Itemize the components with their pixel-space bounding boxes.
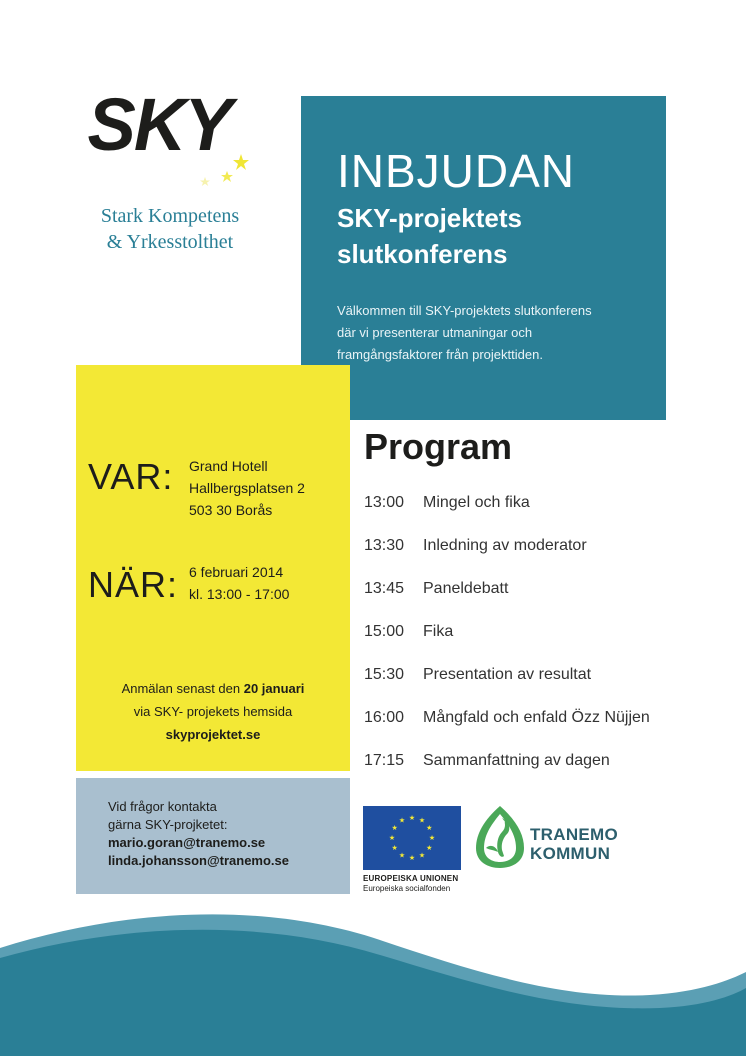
program-item [364, 532, 734, 575]
program-time: 13:30 [364, 537, 405, 554]
contact-line2: gärna SKY-projketet: [108, 817, 228, 832]
program-item [364, 489, 734, 532]
program-time: 15:00 [364, 623, 405, 640]
svg-text:★: ★ [391, 844, 398, 852]
program-time: 17:15 [364, 752, 405, 769]
logo-tagline [70, 203, 270, 255]
tagline-line2: & Yrkesstolthet [106, 231, 234, 253]
invitation-body-line1: Välkommen till SKY-projektets slutkonferens [337, 303, 592, 318]
signup-deadline: 20 januari [243, 681, 305, 696]
tranemo-name [530, 825, 618, 863]
event-info-box [76, 365, 350, 771]
signup-info [76, 677, 350, 746]
where-line1: Grand Hotell [189, 458, 268, 474]
svg-text:★: ★ [426, 824, 433, 832]
when-line2: kl. 13:00 - 17:00 [189, 586, 290, 602]
svg-text:★: ★ [426, 844, 433, 852]
tranemo-line2: KOMMUN [530, 844, 611, 863]
program-item [364, 618, 734, 661]
program-title: Program [364, 426, 513, 467]
tranemo-crane-icon [472, 804, 528, 870]
svg-text:★: ★ [398, 816, 406, 825]
eu-logo [363, 806, 461, 892]
eu-name: EUROPEISKA UNIONEN [363, 874, 459, 883]
contact-email1[interactable]: mario.goran@tranemo.se [108, 835, 266, 850]
invitation-subtitle-line1: SKY-projektets [337, 203, 522, 233]
program-item [364, 661, 734, 704]
signup-line2: via SKY- projekets hemsida [133, 704, 293, 719]
program-time: 13:00 [364, 494, 405, 511]
program-activity: Paneldebatt [423, 580, 509, 597]
eu-flag-icon [363, 806, 461, 870]
program-item [364, 575, 734, 618]
program-activity: Mångfald och enfald Özz Nüjjen [423, 709, 650, 726]
sky-logo: SKY [87, 83, 231, 166]
contact-info [108, 798, 289, 870]
svg-text:★: ★ [408, 854, 416, 862]
signup-website-link[interactable]: skyprojektet.se [165, 727, 261, 742]
when-line1: 6 februari 2014 [189, 564, 284, 580]
program-activity: Mingel och fika [423, 494, 530, 511]
contact-line1: Vid frågor kontakta [108, 799, 217, 814]
svg-text:★: ★ [388, 834, 396, 842]
where-line3: 503 30 Borås [189, 502, 273, 518]
program-item [364, 704, 734, 747]
bottom-waves-decoration [0, 900, 746, 1056]
program-time: 16:00 [364, 709, 405, 726]
invitation-box [301, 96, 666, 420]
where-line2: Hallbergsplatsen 2 [189, 480, 305, 496]
program-time: 13:45 [364, 580, 405, 597]
program-activity: Fika [423, 623, 454, 640]
eu-fund: Europeiska socialfonden [363, 884, 451, 893]
svg-text:★: ★ [398, 851, 406, 860]
program-item [364, 747, 734, 790]
program-time: 15:30 [364, 666, 405, 683]
where-address [189, 455, 305, 521]
invitation-body-line3: framgångsfaktorer från projekttiden. [337, 347, 543, 362]
program-list [364, 489, 734, 790]
invitation-body [337, 300, 647, 366]
logo-stars-icon [196, 150, 256, 192]
program-activity: Sammanfattning av dagen [423, 752, 610, 769]
signup-text: Anmälan senast den [121, 681, 244, 696]
program-activity: Presentation av resultat [423, 666, 592, 683]
invitation-body-line2: där vi presenterar utmaningar och [337, 325, 533, 340]
svg-text:★: ★ [428, 834, 436, 842]
contact-email2[interactable]: linda.johansson@tranemo.se [108, 853, 289, 868]
svg-text:★: ★ [418, 851, 426, 860]
invitation-title: INBJUDAN [337, 145, 576, 197]
invitation-subtitle-line2: slutkonferens [337, 239, 508, 269]
svg-text:★: ★ [418, 816, 426, 825]
where-label: VAR: [88, 456, 174, 497]
svg-text:★: ★ [408, 814, 416, 822]
program-activity: Inledning av moderator [423, 537, 587, 554]
when-label: NÄR: [88, 564, 179, 605]
svg-text:★: ★ [391, 824, 398, 832]
tagline-line1: Stark Kompetens [100, 205, 240, 227]
when-details [189, 561, 289, 605]
contact-box [76, 778, 350, 894]
tranemo-line1: TRANEMO [530, 825, 619, 844]
